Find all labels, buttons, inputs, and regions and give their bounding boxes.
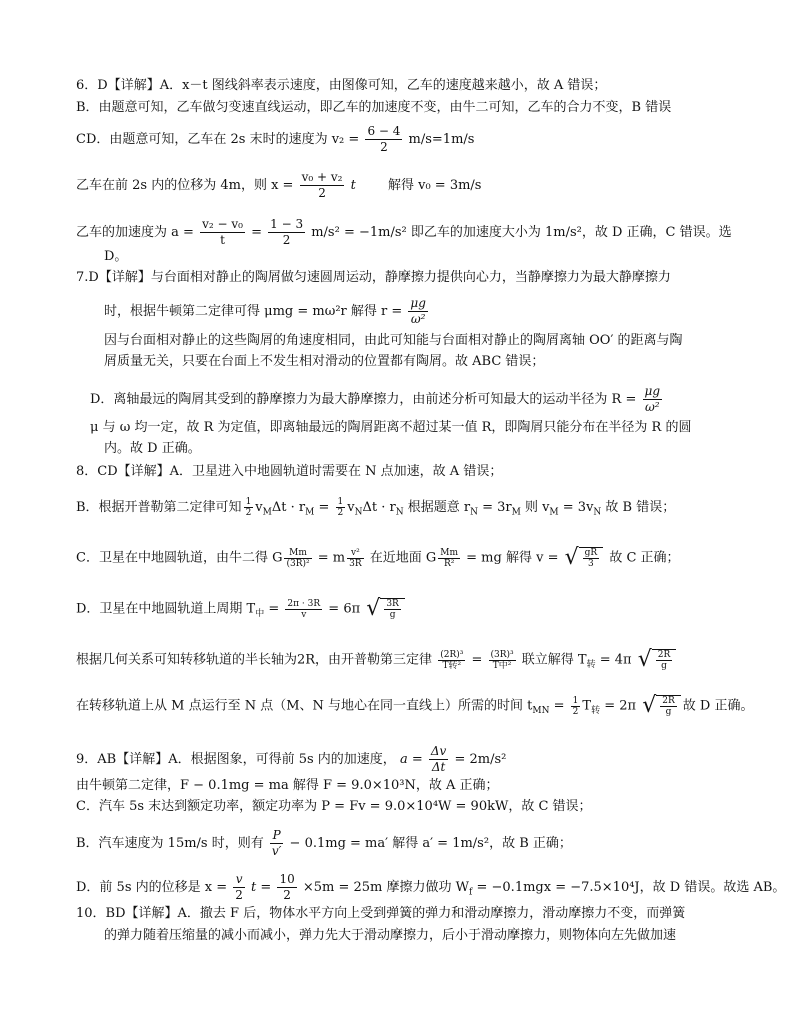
- q9-line-5-text: ×5m = 25m 摩擦力做功 W: [302, 880, 470, 895]
- fraction-numerator: 1 − 3: [270, 217, 304, 231]
- q8-line-2-text: 则 v: [520, 500, 550, 515]
- q8-line-5: [76, 648, 678, 673]
- symbol: Δt · r: [362, 500, 396, 515]
- q8-line-5-text: 根据几何关系可知转移轨道的半长轴为2R，由开普勒第三定律: [76, 652, 437, 668]
- q9-line-1-text: 9．AB【详解】A．根据图象，可得前 5s 内的加速度，: [76, 752, 396, 767]
- q7-line-4: 屑质量无关，只要在台面上不发生相对滑动的位置都有陶屑。故 ABC 错误；: [104, 354, 545, 369]
- q8-line-2-text: 故 B 错误；: [601, 500, 676, 515]
- symbol: = 6π: [324, 601, 361, 617]
- fraction-numerator: (3R)³: [490, 649, 514, 660]
- fraction-numerator: Δv: [430, 744, 447, 758]
- fraction: [284, 548, 311, 569]
- fraction-numerator: v₂ − v₀: [202, 217, 243, 231]
- equals-sign: =: [264, 601, 284, 617]
- symbol: v: [347, 500, 355, 515]
- fraction-denominator: g: [661, 661, 667, 671]
- subscript: M: [549, 507, 559, 518]
- q9-line-5: [76, 872, 785, 903]
- fraction-numerator: 1: [337, 497, 344, 507]
- fraction: [489, 650, 516, 671]
- fraction-numerator: 10: [279, 872, 295, 886]
- fraction: [300, 170, 345, 201]
- fraction: [233, 872, 245, 903]
- subscript: N: [593, 507, 602, 518]
- q6-line-5: [76, 217, 732, 248]
- fraction-numerator: gR: [584, 548, 598, 558]
- symbol: t =: [251, 880, 272, 895]
- subscript: N: [354, 507, 363, 518]
- symbol: T: [582, 698, 592, 714]
- fraction-denominator: v: [301, 609, 307, 620]
- q8-line-2-text: 根据题意 r: [403, 500, 471, 515]
- q8-line-3: [76, 546, 680, 570]
- q9-line-1: [76, 744, 506, 775]
- q8-line-3-text: C．卫星在中地圆轨道，由牛二得 G: [76, 550, 283, 566]
- q8-line-4-text: D．卫星在中地圆轨道上周期 T: [76, 601, 256, 617]
- fraction-numerator: v₀ + v₂: [301, 170, 343, 184]
- fraction-numerator: 1: [572, 695, 579, 706]
- equals-sign: =: [251, 225, 262, 240]
- fraction-denominator: 3R: [349, 558, 362, 569]
- q6-line-3-unit: m/s=1m/s: [408, 132, 475, 147]
- variable: t: [350, 178, 356, 193]
- q6-line-4-text: 乙车在前 2s 内的位移为 4m，则 x =: [76, 178, 294, 193]
- fraction-numerator: 2π · 3R: [287, 598, 321, 609]
- symbol: = 2m/s²: [454, 752, 507, 767]
- fraction-denominator: 2: [337, 508, 344, 518]
- q6-line-4: [76, 170, 481, 201]
- fraction-denominator: 2: [245, 508, 252, 518]
- fraction-denominator: Δt: [431, 760, 446, 774]
- q8-line-2: [76, 497, 675, 521]
- subscript: 中: [255, 609, 265, 620]
- q10-line-1: 10．BD【详解】A．撤去 F 后，物体水平方向上受到弹簧的弹力和滑动摩擦力，滑动摩擦力不变，而弹簧: [76, 906, 686, 921]
- symbol: a =: [399, 752, 423, 767]
- square-root: √ $\frac{2R}{g}$: [638, 648, 677, 672]
- q7-line-3: 因与台面相对静止的这些陶屑的角速度相同，由此可知能与台面相对静止的陶屑离轴 OO′ 的距离与陶: [104, 333, 683, 348]
- fraction-denominator: 2: [283, 888, 291, 902]
- q7-line-7: 内。故 D 正确。: [104, 441, 201, 456]
- q7-line-2-text: 时，根据牛顿第二定律可得 μmg = mω²r 解得 r =: [104, 304, 403, 319]
- q7-line-6: μ 与 ω 均一定，故 R 为定值，即离轴最远的陶屑距离不超过某一值 R，即陶屑只能分布在半径为 R 的圆: [90, 420, 692, 435]
- fraction-numerator: 2R: [657, 650, 671, 660]
- q9-line-4-rest: − 0.1mg = ma′ 解得 a′ = 1m/s²，故 B 正确；: [289, 836, 572, 851]
- fraction-denominator: 2: [282, 233, 291, 247]
- fraction-numerator: Mm: [284, 548, 311, 559]
- fraction: [268, 217, 305, 248]
- fraction: [438, 548, 460, 569]
- fraction-numerator: P: [270, 828, 284, 844]
- fraction-numerator: 2R: [662, 696, 675, 706]
- fraction: [438, 650, 465, 671]
- subscript: 转: [586, 660, 596, 671]
- fraction-numerator: μg: [410, 296, 426, 310]
- fraction-denominator: v′: [271, 844, 282, 858]
- fraction-denominator: ω²: [410, 312, 426, 326]
- subscript: N: [470, 507, 478, 518]
- fraction-denominator: T转²: [442, 660, 462, 671]
- q8-line-4: [76, 597, 407, 622]
- fraction: [365, 124, 402, 155]
- fraction-numerator: μg: [644, 384, 660, 398]
- fraction: [277, 872, 296, 903]
- q6-line-5-text: 乙车的加速度为 a =: [76, 225, 194, 240]
- fraction: [408, 296, 427, 327]
- fraction-denominator: 2: [572, 706, 579, 717]
- q7-line-1: 7.D【详解】与台面相对静止的陶屑做匀速圆周运动，静摩擦力提供向心力，当静摩擦力为最大静摩擦力: [76, 270, 671, 285]
- q8-line-6: [76, 694, 753, 719]
- fraction-denominator: 2: [235, 888, 243, 902]
- subscript: M: [262, 507, 272, 518]
- symbol: = 3r: [477, 500, 512, 515]
- q6-line-5-rest: m/s² = −1m/s² 即乙车的加速度大小为 1m/s²，故 D 正确，C 错误。选: [311, 225, 732, 240]
- square-root: √ $\frac{3R}{g}$: [366, 597, 405, 621]
- fraction-numerator: Mm: [440, 547, 459, 558]
- subscript: MN: [532, 706, 550, 717]
- fraction-denominator: 3: [588, 559, 594, 569]
- fraction-denominator: 2: [380, 140, 388, 154]
- fraction-numerator: 3R: [386, 599, 399, 609]
- fraction-denominator: R²: [443, 558, 455, 569]
- fraction-denominator: T中²: [492, 660, 512, 671]
- fraction-denominator: t: [220, 233, 225, 247]
- q7-line-5-text: D．离轴最远的陶屑其受到的静摩擦力为最大静摩擦力，由前述分析可知最大的运动半径为 R =: [90, 392, 637, 407]
- q7-line-2: [104, 296, 430, 327]
- q8-line-3-text: 故 C 正确；: [605, 550, 680, 566]
- q9-line-5-text: D．前 5s 内的位移是 x =: [76, 880, 228, 895]
- q9-line-3: C．汽车 5s 末达到额定功率，额定功率为 P = Fv = 9.0×10⁴W = 90kW，故 C 错误；: [76, 799, 592, 814]
- q10-line-2: 的弹力随着压缩量的减小而减小，弹力先大于滑动摩擦力，后小于滑动摩擦力，则物体向左先做加速: [104, 928, 677, 943]
- square-root: √ $\frac{2R}{g}$: [642, 694, 681, 718]
- q9-line-5-rest: = −0.1mgx = −7.5×10⁴J，故 D 错误。故选 AB。: [472, 880, 786, 895]
- equals-sign: =: [314, 500, 334, 515]
- fraction-denominator: g: [389, 610, 396, 620]
- equals-sign: =: [467, 652, 487, 668]
- fraction-numerator: v²: [347, 548, 364, 559]
- symbol: Δt · r: [271, 500, 306, 515]
- subscript: M: [511, 507, 521, 518]
- fraction-denominator: 2: [318, 186, 326, 200]
- fraction: [285, 599, 322, 620]
- fraction: [643, 384, 662, 415]
- fraction-numerator: 1: [245, 497, 252, 507]
- fraction-numerator: (2R)³: [440, 649, 464, 660]
- q8-line-6-text: 在转移轨道上从 M 点运行至 N 点（M、N 与地心在同一直线上）所需的时间 t: [76, 698, 533, 714]
- q6-line-3-text: CD．由题意可知，乙车在 2s 末时的速度为 v₂ =: [76, 132, 360, 147]
- equals-sign: =: [549, 698, 569, 714]
- q6-line-1: 6．D【详解】A．x－t 图线斜率表示速度，由图像可知，乙车的速度越来越小，故 A 错误；: [76, 78, 607, 93]
- q6-line-4-solution: 解得 v₀ = 3m/s: [387, 178, 482, 193]
- subscript: f: [469, 887, 473, 898]
- q9-line-4-text: B．汽车速度为 15m/s 时，则有: [76, 836, 264, 851]
- symbol: = m: [313, 550, 346, 566]
- fraction: [200, 217, 245, 248]
- symbol: = 3v: [558, 500, 594, 515]
- q7-line-5: [90, 384, 664, 415]
- q9-line-2: 由牛顿第二定律，F − 0.1mg = ma 解得 F = 9.0×10³N，故 A 正确；: [76, 778, 499, 793]
- fraction: [244, 497, 254, 518]
- subscript: 转: [591, 706, 601, 717]
- subscript: M: [305, 507, 315, 518]
- q8-line-5-text: 联立解得 T: [517, 652, 587, 668]
- fraction: [571, 696, 581, 717]
- fraction-denominator: g: [665, 707, 672, 717]
- symbol: = 4π: [595, 652, 632, 668]
- symbol: = 2π: [600, 698, 637, 714]
- q8-line-3-text: 在近地面 G: [365, 550, 437, 566]
- q8-line-2-text: B．根据开普勒第二定律可知: [76, 500, 242, 515]
- square-root: √ $\frac{gR}{3}$: [565, 546, 604, 570]
- q9-line-4: [76, 828, 572, 859]
- fraction-denominator: ω²: [644, 400, 660, 414]
- q6-line-2: B．由题意可知，乙车做匀变速直线运动，即乙车的加速度不变，由牛二可知，乙车的合力不变，B 错误: [76, 100, 672, 115]
- fraction-numerator: 6 − 4: [367, 124, 401, 138]
- fraction: [270, 828, 284, 859]
- subscript: N: [395, 507, 404, 518]
- fraction: [347, 548, 364, 569]
- q8-line-1: 8．CD【详解】A．卫星进入中地圆轨道时需要在 N 点加速，故 A 错误；: [76, 464, 503, 479]
- q6-line-6: D。: [104, 249, 128, 264]
- fraction: [429, 744, 448, 775]
- q8-line-6-text: 故 D 正确。: [682, 698, 754, 714]
- fraction-denominator: (3R)²: [286, 558, 310, 569]
- fraction: [336, 497, 346, 518]
- fraction-numerator: v: [233, 872, 245, 888]
- q6-line-3: [76, 124, 474, 155]
- symbol: v: [255, 500, 263, 515]
- q8-line-3-text: = mg 解得 v =: [462, 550, 559, 566]
